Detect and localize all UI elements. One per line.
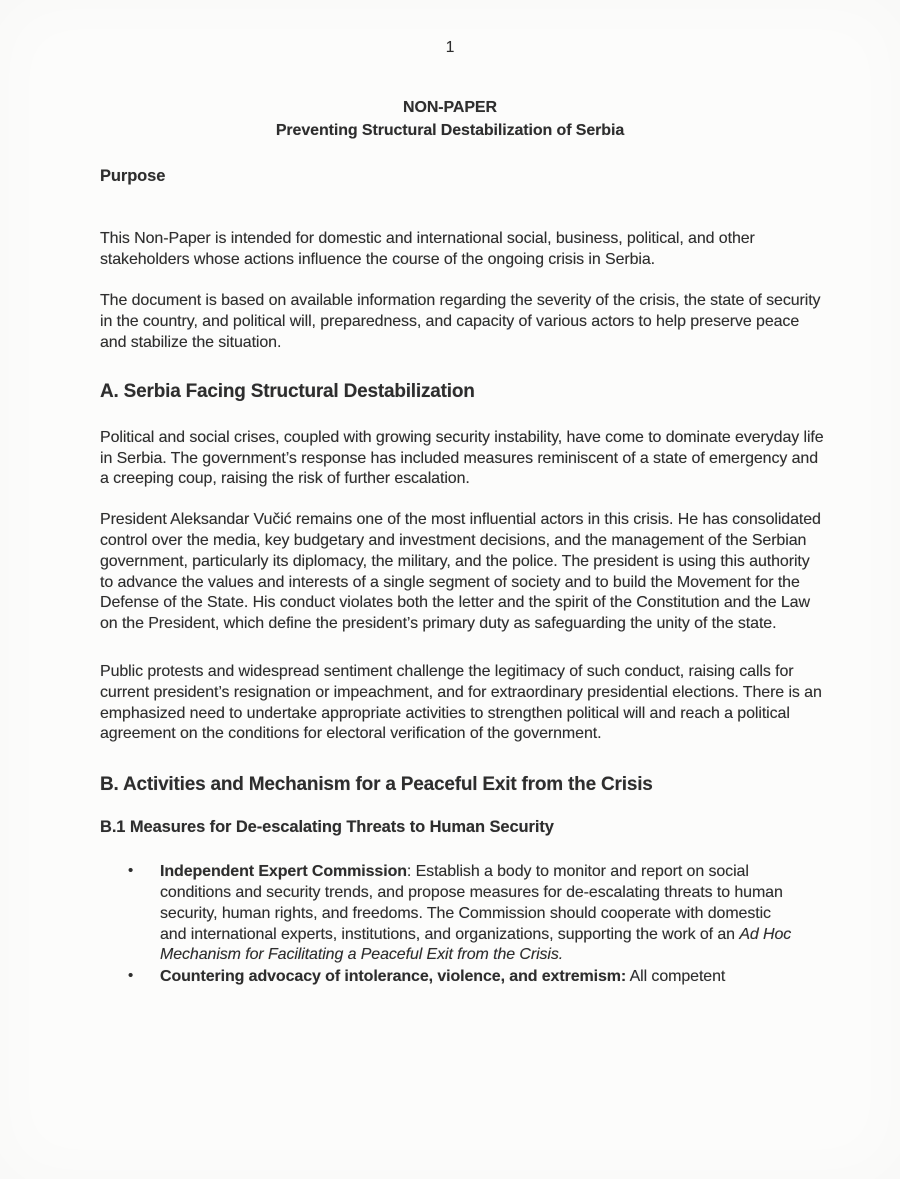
page-number: 1 (445, 39, 455, 56)
section-b-heading: B. Activities and Mechanism for a Peaceful Exit from the Crisis (100, 774, 653, 796)
section-a-paragraph-3: Public protests and widespread sentiment challenge the legitimacy of such conduct, raising calls for current president’s resignation or impeachment, and for extraordinary presidential elections. There is an emphasized need to undertake appropriate activities to strengthen political will and reach a political agreement on the conditions for electoral verification of the government. (100, 662, 822, 743)
bullet-term: Independent Expert Commission (160, 863, 407, 881)
bullet-italic-reference: Ad Hoc Mechanism for Facilitating a Peaceful Exit from the Crisis. (160, 925, 792, 964)
bullet-text: All competent (626, 968, 726, 986)
doc-title-block (0, 96, 900, 142)
document-body (0, 166, 900, 988)
bullet-text: : Establish a body to monitor and report on social conditions and security trends, and propose measures for de-escalating threats to human security, human rights, and freedoms. The Commission should cooperate with domestic and international experts, institutions, and organizations, supporting the work of an (160, 863, 783, 943)
doc-subtitle: Preventing Structural Destabilization of Serbia (275, 121, 625, 139)
purpose-paragraph-2: The document is based on available information regarding the severity of the crisis, the state of security in the country, and political will, preparedness, and capacity of various actors to help preserve peace and stabilize the situation. (100, 292, 821, 351)
bullet-term: Countering advocacy of intolerance, violence, and extremism: (160, 968, 627, 986)
bullet-item-independent-expert-commission (100, 862, 827, 966)
bullet-list (100, 862, 827, 988)
bullet-item-countering-advocacy (100, 967, 827, 988)
purpose-paragraph-1: This Non-Paper is intended for domestic and international social, business, political, and other stakeholders whose actions influence the course of the ongoing crisis in Serbia. (100, 229, 755, 268)
doc-title: NON-PAPER (403, 98, 497, 116)
section-b1-heading: B.1 Measures for De-escalating Threats to Human Security (100, 818, 554, 837)
section-a-paragraph-2: President Aleksandar Vučić remains one of the most influential actors in this crisis. He has consolidated control over the media, key budgetary and investment decisions, and the management of the Serbian government, particularly its diplomacy, the military, and the police. The president is using this authority to advance the values and interests of a single segment of society and to build the Movement for the Defense of the State. His conduct violates both the letter and the spirit of the Constitution and the Law on the President, which define the president’s primary duty as safeguarding the unity of the state. (100, 511, 821, 633)
purpose-heading: Purpose (100, 166, 166, 185)
section-a-paragraph-1: Political and social crises, coupled with growing security instability, have come to dominate everyday life in Serbia. The government’s response has included measures reminiscent of a state of emergency and a creeping coup, raising the risk of further escalation. (100, 428, 824, 488)
section-a-heading: A. Serbia Facing Structural Destabilization (100, 380, 475, 402)
